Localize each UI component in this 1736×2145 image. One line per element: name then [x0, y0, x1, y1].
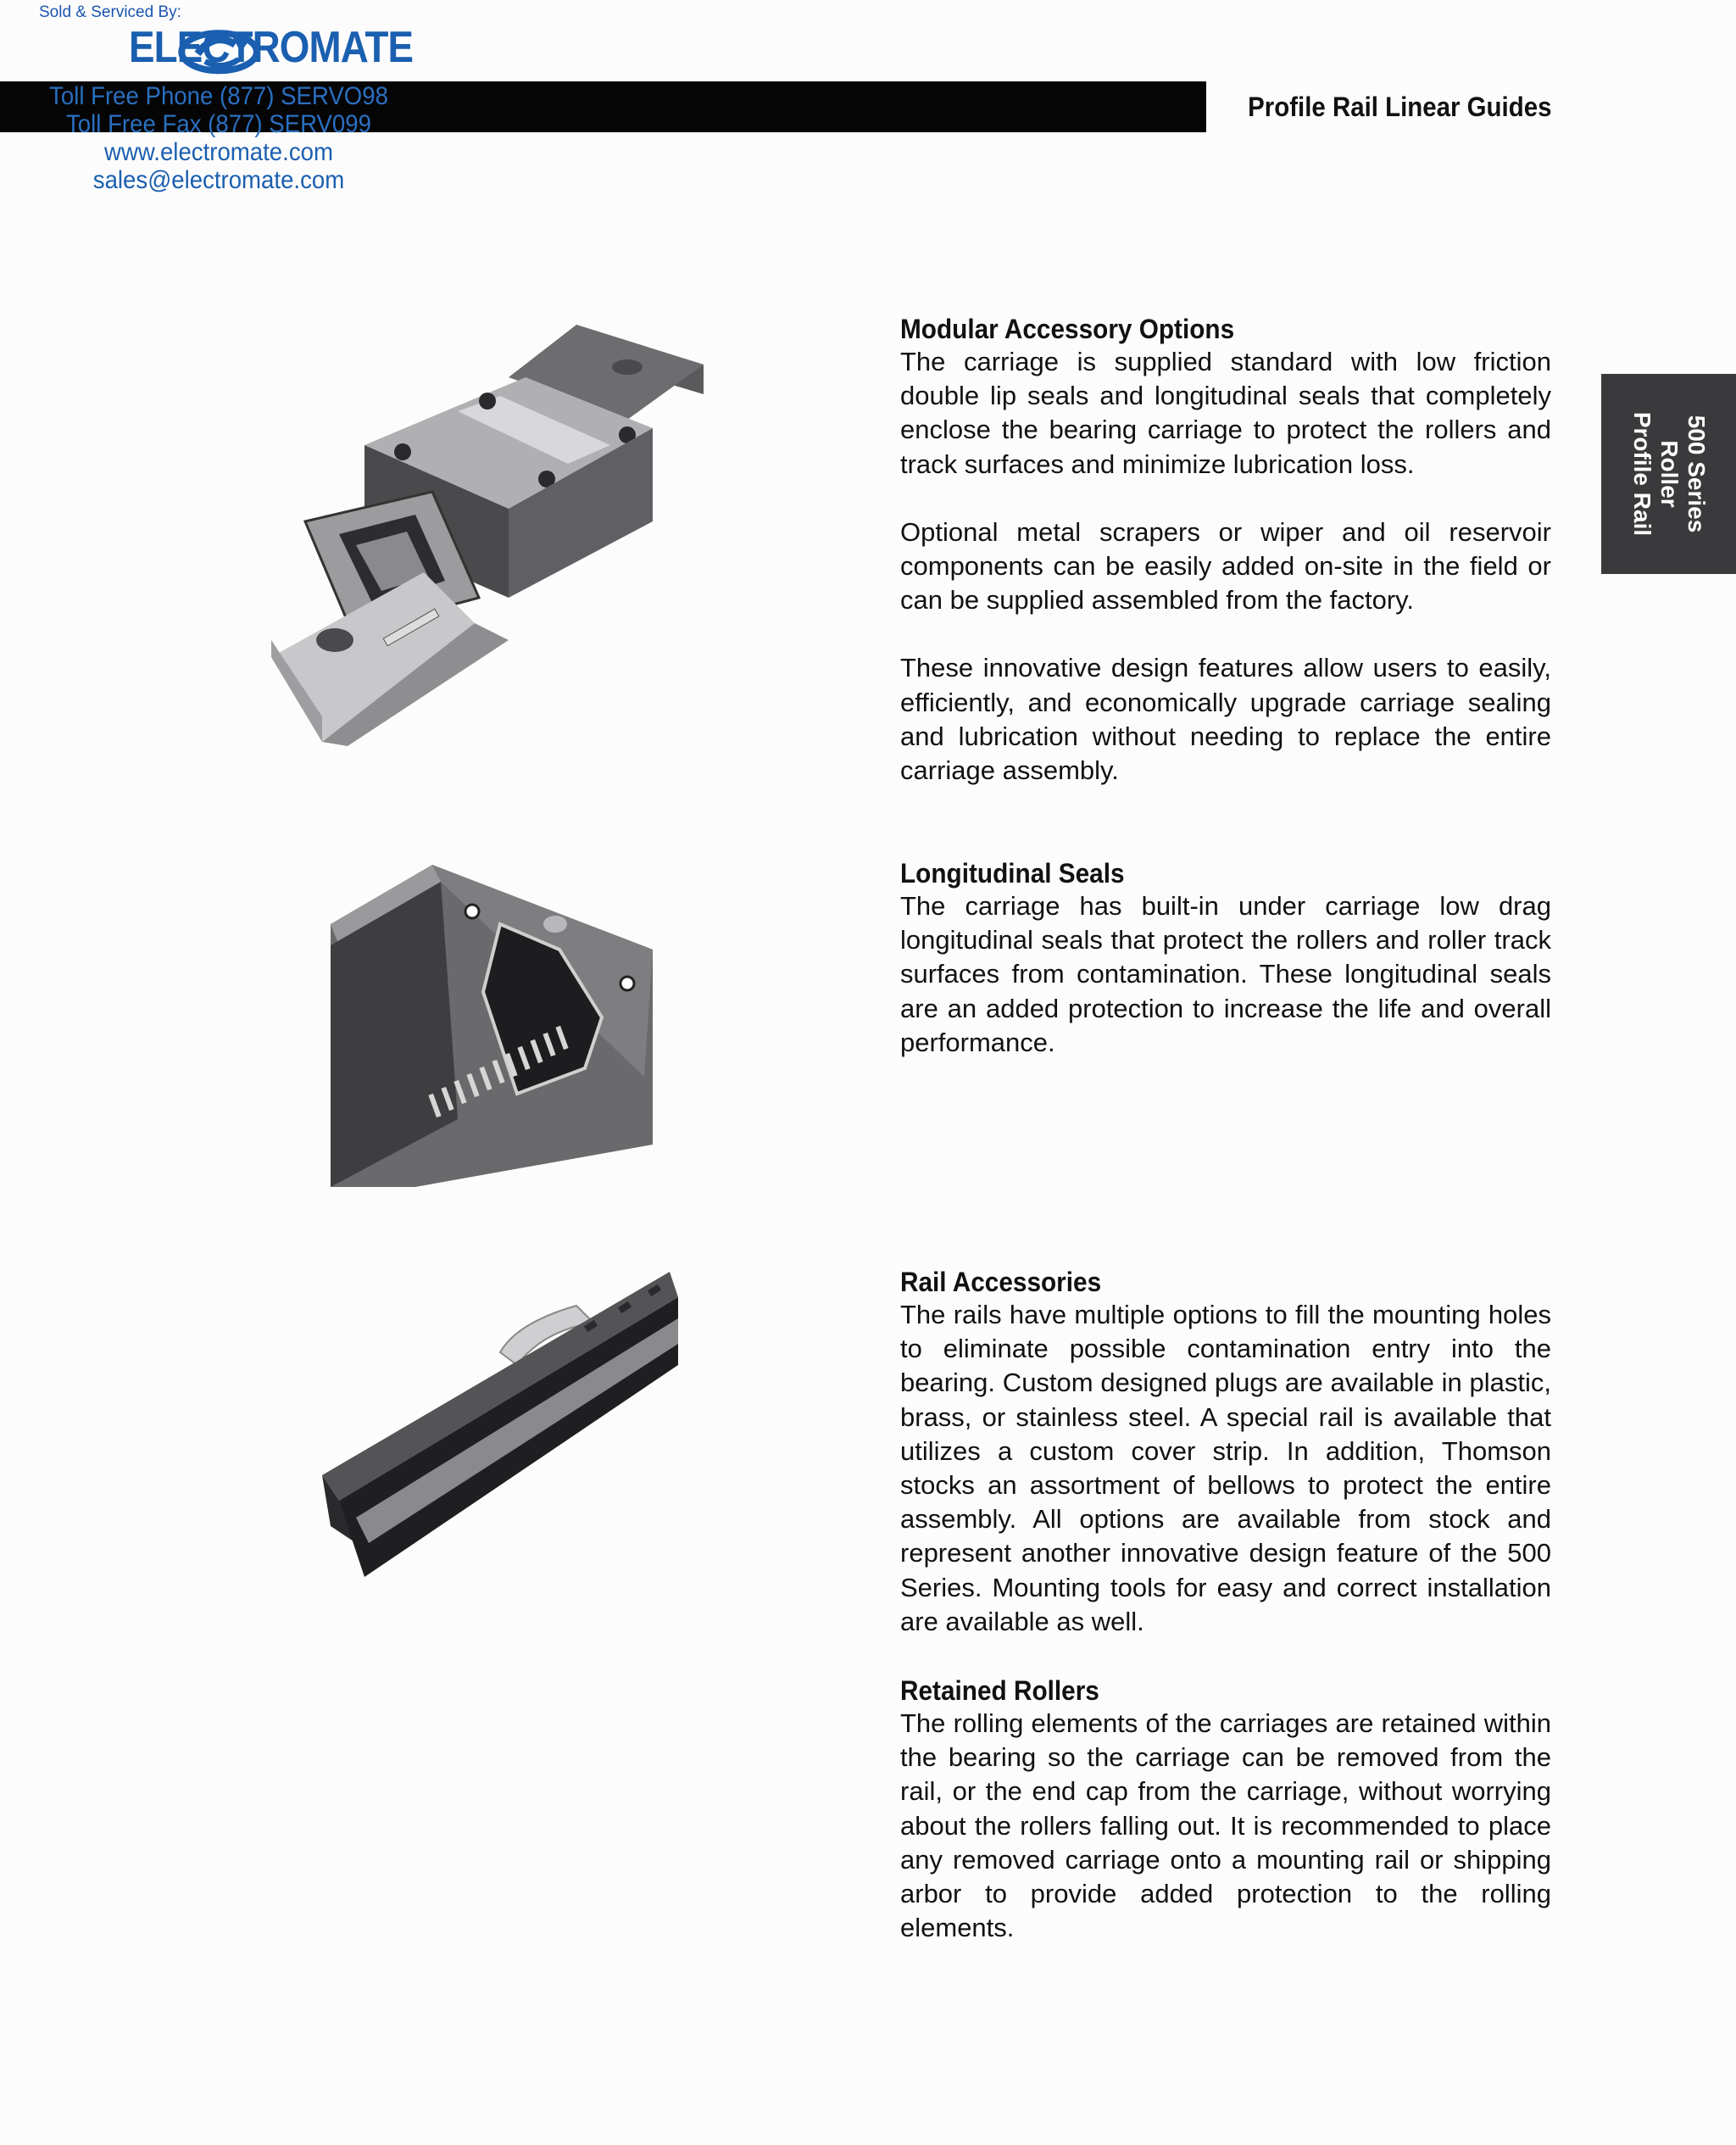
paragraph: The rails have multiple options to fill the mounting holes to eliminate possible contamination entry into the bearing. Custom designed plugs are available in plastic, brass, or stainless steel. A special rail is available that utilizes a custom cover strip. In addition, Thomson stocks an assortment of bellows to protect the entire assembly. All options are available from stock and represent another innovative design feature of the 500 Series. Mounting tools for easy and correct installation are available as well.	[900, 1300, 1551, 1636]
section-heading-longitudinal-seals: Longitudinal Seals	[900, 858, 1125, 889]
carriage-with-scraper-image	[254, 318, 712, 750]
side-tab-line2: Profile Rail	[1628, 411, 1655, 537]
paragraph: Optional metal scrapers or wiper and oil reservoir components can be easily added on-site in the field or can be supplied assembled from the factory.	[900, 516, 1551, 616]
side-tab-line1: 500 Series Roller	[1655, 415, 1710, 533]
phone-number: Toll Free Phone (877) SERVO98	[49, 82, 388, 110]
fax-number: Toll Free Fax (877) SERV099	[65, 110, 371, 138]
sold-by-label: Sold & Serviced By:	[39, 3, 181, 21]
paragraph: The rolling elements of the carriages are retained within the bearing so the carriage can be removed from the rail, or the end cap from the carriage, without worrying about the rollers falling out. It is recommended to place any removed carriage onto a mounting rail or shipping arbor to provide added protection to the rolling elements.	[900, 1708, 1551, 1943]
rail-cover-strip-image	[305, 1272, 678, 1594]
website-link[interactable]: www.electromate.com	[104, 138, 333, 166]
document-title: Profile Rail Linear Guides	[1247, 92, 1551, 122]
longitudinal-seal-cutaway-image	[331, 865, 653, 1187]
section-body-modular	[900, 345, 1551, 822]
section-heading-rail-accessories: Rail Accessories	[900, 1267, 1102, 1297]
brand-name: ELECTROMATE	[129, 23, 414, 72]
paragraph: The carriage is supplied standard with low friction double lip seals and longitudinal seals that completely enclose the bearing carriage to protect the rollers and track surfaces and minimize lubrication loss.	[900, 347, 1551, 479]
email-link[interactable]: sales@electromate.com	[92, 166, 345, 194]
section-body-retained-rollers	[900, 1707, 1551, 1979]
section-heading-retained-rollers: Retained Rollers	[900, 1675, 1099, 1706]
section-body-rail-accessories	[900, 1298, 1551, 1673]
paragraph: These innovative design features allow users to easily, efficiently, and economically upgrade carriage sealing and lubrication without needing to replace the entire carriage assembly.	[900, 653, 1551, 786]
section-side-tab	[1601, 374, 1736, 574]
section-body-longitudinal-seals	[900, 889, 1551, 1094]
section-heading-modular: Modular Accessory Options	[900, 314, 1235, 344]
paragraph: The carriage has built-in under carriage low drag longitudinal seals that protect the rollers and roller track surfaces from contamination. These longitudinal seals are an added protection to increase the life and overall performance.	[900, 891, 1551, 1057]
